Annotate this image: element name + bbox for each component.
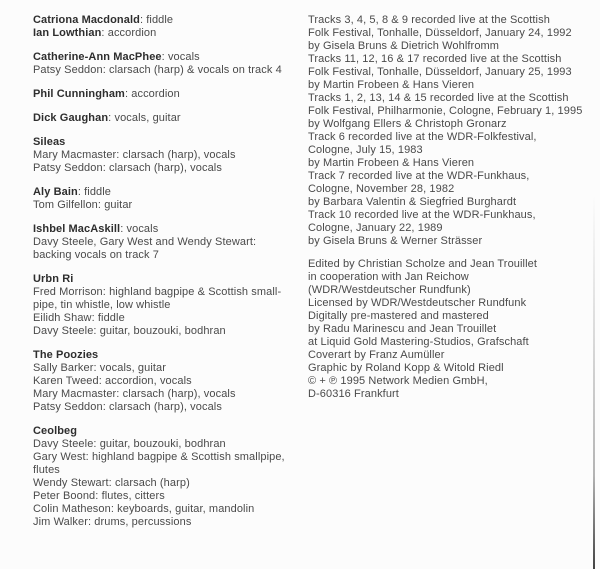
credit-text: Digitally pre-mastered and mastered xyxy=(308,310,489,322)
credit-line xyxy=(308,235,596,248)
credit-group xyxy=(33,186,305,212)
credit-line xyxy=(33,464,305,477)
credit-line xyxy=(308,92,596,105)
credit-line xyxy=(33,503,305,516)
credit-line xyxy=(33,136,305,149)
credit-line xyxy=(308,170,596,183)
credit-text: Cologne, July 15, 1983 xyxy=(308,144,423,156)
credit-text: Track 6 recorded live at the WDR-Folkfestival, xyxy=(308,131,537,143)
credit-line xyxy=(308,336,596,349)
credit-line xyxy=(308,183,596,196)
credit-line xyxy=(33,375,305,388)
credit-line xyxy=(308,40,596,53)
credit-line xyxy=(33,425,305,438)
credit-text: Davy Steele, Gary West and Wendy Stewart: xyxy=(33,236,257,248)
credit-text: Cologne, November 28, 1982 xyxy=(308,183,455,195)
credit-text: Mary Macmaster: clarsach (harp), vocals xyxy=(33,388,236,400)
credit-text: Davy Steele: guitar, bouzouki, bodhran xyxy=(33,438,226,450)
credit-line xyxy=(33,388,305,401)
credit-line xyxy=(33,451,305,464)
credit-text: Colin Matheson: keyboards, guitar, mandolin xyxy=(33,503,255,515)
credit-text: : vocals, guitar xyxy=(108,112,181,124)
artist-name: Catriona Macdonald xyxy=(33,14,140,26)
credit-text: backing vocals on track 7 xyxy=(33,249,160,261)
credit-text: D-60316 Frankfurt xyxy=(308,388,399,400)
credit-text: by Barbara Valentin & Siegfried Burghardt xyxy=(308,196,517,208)
credit-text: Karen Tweed: accordion, vocals xyxy=(33,375,192,387)
credit-group xyxy=(33,349,305,414)
credit-text: by Martin Frobeen & Hans Vieren xyxy=(308,157,475,169)
credit-line xyxy=(308,388,596,401)
credit-line xyxy=(33,349,305,362)
credit-group xyxy=(308,258,596,401)
credit-line xyxy=(308,284,596,297)
credit-line xyxy=(308,14,596,27)
artist-name: Ian Lowthian xyxy=(33,27,102,39)
credit-line xyxy=(308,323,596,336)
credit-line xyxy=(308,297,596,310)
credit-text: by Wolfgang Ellers & Christoph Gronarz xyxy=(308,118,507,130)
credit-line xyxy=(308,271,596,284)
credit-line xyxy=(308,118,596,131)
credit-text: by Gisela Bruns & Werner Strässer xyxy=(308,235,483,247)
artist-name: Sileas xyxy=(33,136,66,148)
credit-group xyxy=(33,273,305,338)
credit-line xyxy=(33,14,305,27)
artist-name: Dick Gaughan xyxy=(33,112,109,124)
credit-group xyxy=(33,14,305,40)
credit-text: by Gisela Bruns & Dietrich Wohlfromm xyxy=(308,40,500,52)
credit-text: Graphic by Roland Kopp & Witold Riedl xyxy=(308,362,504,374)
artist-name: Phil Cunningham xyxy=(33,88,125,100)
credit-line xyxy=(33,223,305,236)
credit-text: Edited by Christian Scholze and Jean Trouillet xyxy=(308,258,538,270)
credit-line xyxy=(308,131,596,144)
credit-line xyxy=(33,325,305,338)
credit-text: Eilidh Shaw: fiddle xyxy=(33,312,125,324)
credit-text: Licensed by WDR/Westdeutscher Rundfunk xyxy=(308,297,527,309)
artist-name: Aly Bain xyxy=(33,186,78,198)
credit-line xyxy=(33,249,305,262)
credit-line xyxy=(308,209,596,222)
credit-line xyxy=(33,88,305,101)
credit-text: Tracks 11, 12, 16 & 17 recorded live at the Scottish xyxy=(308,53,562,65)
credit-line xyxy=(33,199,305,212)
credit-text: Jim Walker: drums, percussions xyxy=(33,516,192,528)
artist-name: The Poozies xyxy=(33,349,99,361)
credit-line xyxy=(33,516,305,529)
credit-text: in cooperation with Jan Reichow xyxy=(308,271,469,283)
credit-text: Fred Morrison: highland bagpipe & Scottish small- xyxy=(33,286,282,298)
credit-text: at Liquid Gold Mastering-Studios, Grafschaft xyxy=(308,336,529,348)
artist-name: Urbn Ri xyxy=(33,273,74,285)
credit-line xyxy=(308,144,596,157)
credit-group xyxy=(33,136,305,175)
credit-text: flutes xyxy=(33,464,60,476)
credit-text: (WDR/Westdeutscher Rundfunk) xyxy=(308,284,471,296)
credit-line xyxy=(33,64,305,77)
credit-text: Patsy Seddon: clarsach (harp), vocals xyxy=(33,401,222,413)
credit-text: © + ℗ 1995 Network Medien GmbH, xyxy=(308,375,488,387)
credit-line xyxy=(33,273,305,286)
artist-credits-column xyxy=(33,14,305,540)
credit-text: Peter Boond: flutes, citters xyxy=(33,490,165,502)
credit-line xyxy=(33,312,305,325)
credit-line xyxy=(33,236,305,249)
credit-text: by Radu Marinescu and Jean Trouillet xyxy=(308,323,497,335)
credit-line xyxy=(33,362,305,375)
credit-line xyxy=(33,27,305,40)
credit-line xyxy=(33,162,305,175)
credit-group xyxy=(33,112,305,125)
credit-line xyxy=(33,438,305,451)
credit-text: Patsy Seddon: clarsach (harp), vocals xyxy=(33,162,222,174)
artist-name: Ishbel MacAskill xyxy=(33,223,121,235)
credit-line xyxy=(33,186,305,199)
credit-group xyxy=(33,51,305,77)
credit-text: Tracks 3, 4, 5, 8 & 9 recorded live at the Scottish xyxy=(308,14,550,26)
credit-line xyxy=(308,79,596,92)
credit-text: Tom Gilfellon: guitar xyxy=(33,199,133,211)
credit-text: by Martin Frobeen & Hans Vieren xyxy=(308,79,475,91)
credit-group xyxy=(308,14,596,248)
credit-text: Tracks 1, 2, 13, 14 & 15 recorded live at the Scottish xyxy=(308,92,569,104)
credit-text: Coverart by Franz Aumüller xyxy=(308,349,445,361)
credit-text: Track 10 recorded live at the WDR-Funkhaus, xyxy=(308,209,536,221)
credit-text: : accordion xyxy=(124,88,180,100)
credit-line xyxy=(308,258,596,271)
credit-text: Sally Barker: vocals, guitar xyxy=(33,362,167,374)
credit-group xyxy=(33,223,305,262)
artist-name: Ceolbeg xyxy=(33,425,78,437)
credit-line xyxy=(308,27,596,40)
credit-line xyxy=(308,157,596,170)
credit-line xyxy=(308,349,596,362)
credit-text: : fiddle xyxy=(77,186,112,198)
credit-line xyxy=(308,310,596,323)
artist-name: Catherine-Ann MacPhee xyxy=(33,51,162,63)
credit-text: pipe, tin whistle, low whistle xyxy=(33,299,171,311)
credit-text: Track 7 recorded live at the WDR-Funkhaus, xyxy=(308,170,530,182)
credit-text: Folk Festival, Tonhalle, Düsseldorf, January 25, 1993 xyxy=(308,66,572,78)
credit-line xyxy=(33,401,305,414)
credit-line xyxy=(33,490,305,503)
credit-line xyxy=(33,286,305,299)
credit-text: Patsy Seddon: clarsach (harp) & vocals on track 4 xyxy=(33,64,282,76)
credit-line xyxy=(33,51,305,64)
credit-text: Wendy Stewart: clarsach (harp) xyxy=(33,477,190,489)
credit-text: Cologne, January 22, 1989 xyxy=(308,222,443,234)
recording-credits-column xyxy=(308,14,596,411)
credit-line xyxy=(308,196,596,209)
credit-text: : accordion xyxy=(101,27,157,39)
credit-line xyxy=(308,66,596,79)
credit-text: Gary West: highland bagpipe & Scottish smallpipe, xyxy=(33,451,285,463)
credit-line xyxy=(308,105,596,118)
credit-line xyxy=(308,362,596,375)
credit-text: Folk Festival, Philharmonie, Cologne, February 1, 1995 xyxy=(308,105,583,117)
credit-text: : fiddle xyxy=(139,14,174,26)
credit-text: Davy Steele: guitar, bouzouki, bodhran xyxy=(33,325,226,337)
page-edge-shadow xyxy=(593,195,595,569)
credit-text: : vocals xyxy=(161,51,200,63)
credit-text: Folk Festival, Tonhalle, Düsseldorf, January 24, 1992 xyxy=(308,27,572,39)
credit-group xyxy=(33,425,305,529)
credit-line xyxy=(33,149,305,162)
credit-text: : vocals xyxy=(120,223,159,235)
credit-line xyxy=(33,477,305,490)
credit-text: Mary Macmaster: clarsach (harp), vocals xyxy=(33,149,236,161)
credit-line xyxy=(308,375,596,388)
credit-group xyxy=(33,88,305,101)
credit-line xyxy=(308,222,596,235)
credit-line xyxy=(33,112,305,125)
credit-line xyxy=(33,299,305,312)
credit-line xyxy=(308,53,596,66)
